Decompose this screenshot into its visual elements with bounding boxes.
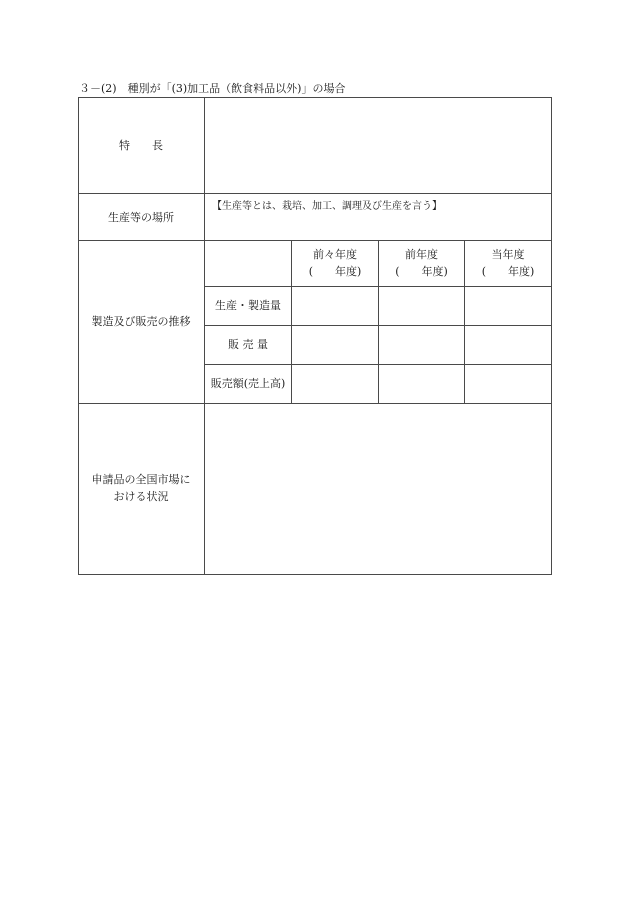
fiscal-year-field: ( 年度) (308, 265, 362, 278)
year-title: 前年度 (405, 248, 438, 261)
market-label-line-1: 申請品の全国市場に (91, 473, 191, 486)
row-divider-2 (78, 240, 552, 241)
table-border-top (78, 97, 552, 98)
market-label-line-2: おける状況 (113, 490, 169, 503)
form-heading: ３－(2) 種別が「(3)加工品（飲食料品以外)」の場合 (79, 82, 346, 95)
year-header-two-years-ago (292, 246, 378, 280)
fiscal-year-field: ( 年度) (395, 265, 448, 278)
year-header-previous-year (379, 246, 464, 280)
row-divider-1 (78, 193, 552, 194)
place-note: 【生産等とは、栽培、加工、調理及び生産を言う】 (212, 201, 442, 212)
year-title: 当年度 (491, 248, 525, 261)
year-title: 前々年度 (313, 248, 357, 261)
market-situation-label (78, 471, 204, 505)
table-border-right (551, 97, 552, 575)
item-sales-volume: 販 売 量 (228, 338, 268, 351)
row-divider-3 (78, 403, 552, 404)
place-label: 生産等の場所 (108, 211, 174, 224)
table-border-bottom (78, 574, 552, 575)
year-header-current-year (465, 246, 551, 280)
fiscal-year-field: ( 年度) (481, 265, 535, 278)
item-sales-amount: 販売額(売上高) (210, 377, 286, 390)
item-production-volume: 生産・製造量 (215, 299, 281, 312)
trend-label: 製造及び販売の推移 (91, 315, 191, 328)
application-form-table (78, 97, 552, 575)
features-label: 特 長 (119, 139, 163, 152)
